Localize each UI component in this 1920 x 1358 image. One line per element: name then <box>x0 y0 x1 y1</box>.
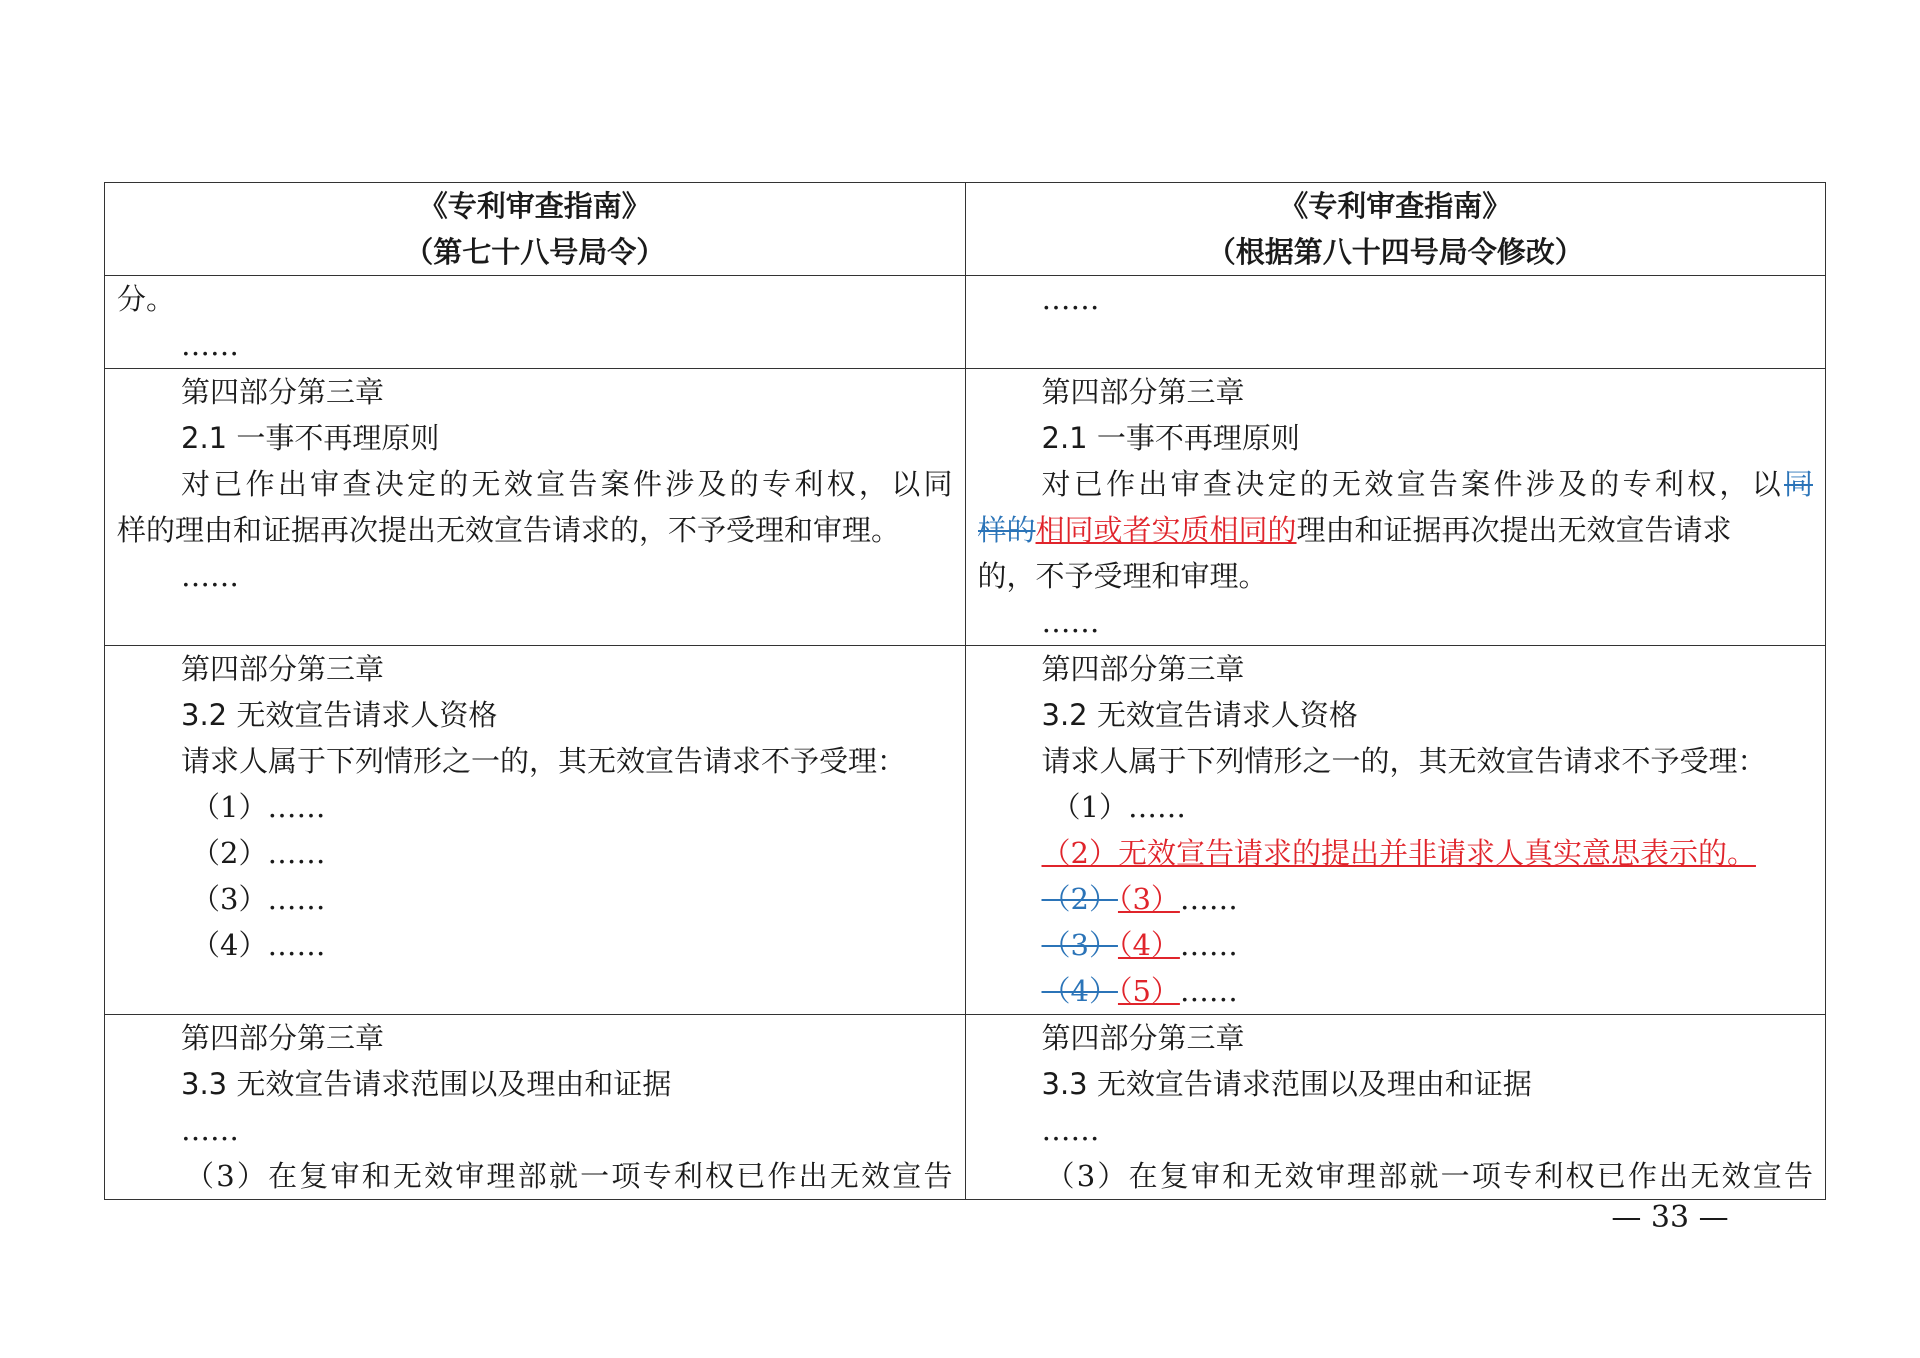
comparison-table <box>104 182 1826 1200</box>
ellipsis: …… <box>1041 605 1100 639</box>
chapter-heading: 第四部分第三章 <box>1041 1021 1245 1055</box>
row3-right <box>965 646 1826 1015</box>
section-heading: 2.1 一事不再理原则 <box>181 421 440 455</box>
deleted-text: （2） <box>1041 882 1118 916</box>
paragraph-line <box>978 461 1814 507</box>
chapter-heading: 第四部分第三章 <box>1041 375 1245 409</box>
row3-left <box>105 646 966 1015</box>
paragraph-line: （3）在复审和无效审理部就一项专利权已作出无效宣告 <box>1045 1159 1813 1193</box>
chapter-heading: 第四部分第三章 <box>181 652 385 686</box>
chapter-heading: 第四部分第三章 <box>181 375 385 409</box>
table-row <box>105 1015 1826 1200</box>
list-item <box>978 830 1814 876</box>
text-line: 分。 <box>117 282 176 316</box>
paragraph-line: 请求人属于下列情形之一的，其无效宣告请求不予受理： <box>1041 744 1767 778</box>
header-right <box>965 183 1826 276</box>
section-heading: 3.3 无效宣告请求范围以及理由和证据 <box>181 1067 672 1101</box>
page-number: — 33 — <box>1611 1200 1729 1235</box>
row2-right <box>965 369 1826 646</box>
table-row <box>105 369 1826 646</box>
section-heading: 3.2 无效宣告请求人资格 <box>181 698 498 732</box>
inserted-text: （2）无效宣告请求的提出并非请求人真实意思表示的。 <box>1041 836 1756 870</box>
row2-left <box>105 369 966 646</box>
deleted-text: （4） <box>1041 974 1118 1008</box>
table-row <box>105 646 1826 1015</box>
list-item: （3）…… <box>191 882 326 916</box>
inserted-text: （3） <box>1117 882 1180 916</box>
header-left <box>105 183 966 276</box>
chapter-heading: 第四部分第三章 <box>181 1021 385 1055</box>
table-row <box>105 276 1826 369</box>
paragraph-line <box>978 507 1814 553</box>
paragraph-line: 请求人属于下列情形之一的，其无效宣告请求不予受理： <box>181 744 907 778</box>
list-item <box>978 922 1814 968</box>
text-span: 对已作出审查决定的无效宣告案件涉及的专利权，以 <box>1041 467 1784 501</box>
deleted-text: （3） <box>1041 928 1118 962</box>
paragraph-line: 的，不予受理和审理。 <box>977 559 1268 593</box>
ellipsis: …… <box>181 328 239 362</box>
header-right-title: 《专利审查指南》 <box>1279 189 1512 223</box>
list-item: （1）…… <box>191 790 326 824</box>
ellipsis: …… <box>181 559 239 593</box>
inserted-text: （4） <box>1117 928 1180 962</box>
ellipsis: …… <box>1179 882 1238 916</box>
list-item: （2）…… <box>191 836 326 870</box>
table-header-row <box>105 183 1826 276</box>
chapter-heading: 第四部分第三章 <box>1041 652 1245 686</box>
ellipsis: …… <box>1179 928 1238 962</box>
section-heading: 3.3 无效宣告请求范围以及理由和证据 <box>1041 1067 1532 1101</box>
section-heading: 2.1 一事不再理原则 <box>1041 421 1300 455</box>
list-item <box>978 876 1814 922</box>
inserted-text: 相同或者实质相同的 <box>1035 513 1297 547</box>
section-heading: 3.2 无效宣告请求人资格 <box>1041 698 1358 732</box>
ellipsis: …… <box>1041 1113 1100 1147</box>
header-left-subtitle: （第七十八号局令） <box>404 235 666 269</box>
deleted-text: 同 <box>1783 467 1813 501</box>
row1-right <box>965 276 1826 369</box>
paragraph-line: （3）在复审和无效审理部就一项专利权已作出无效宣告 <box>185 1159 953 1193</box>
ellipsis: …… <box>1179 974 1238 1008</box>
deleted-text: 样的 <box>977 513 1036 547</box>
row1-left <box>105 276 966 369</box>
list-item: （4）…… <box>191 928 326 962</box>
text-span: 理由和证据再次提出无效宣告请求 <box>1296 513 1732 547</box>
row4-left <box>105 1015 966 1200</box>
inserted-text: （5） <box>1117 974 1180 1008</box>
list-item: （1）…… <box>1051 790 1186 824</box>
paragraph-line: 对已作出审查决定的无效宣告案件涉及的专利权，以同 <box>181 467 953 501</box>
ellipsis: …… <box>181 1113 239 1147</box>
list-item <box>978 968 1814 1014</box>
ellipsis: …… <box>1041 282 1100 316</box>
header-left-title: 《专利审查指南》 <box>418 189 651 223</box>
header-right-subtitle: （根据第八十四号局令修改） <box>1206 235 1584 269</box>
row4-right <box>965 1015 1826 1200</box>
paragraph-line: 样的理由和证据再次提出无效宣告请求的，不予受理和审理。 <box>117 513 901 547</box>
